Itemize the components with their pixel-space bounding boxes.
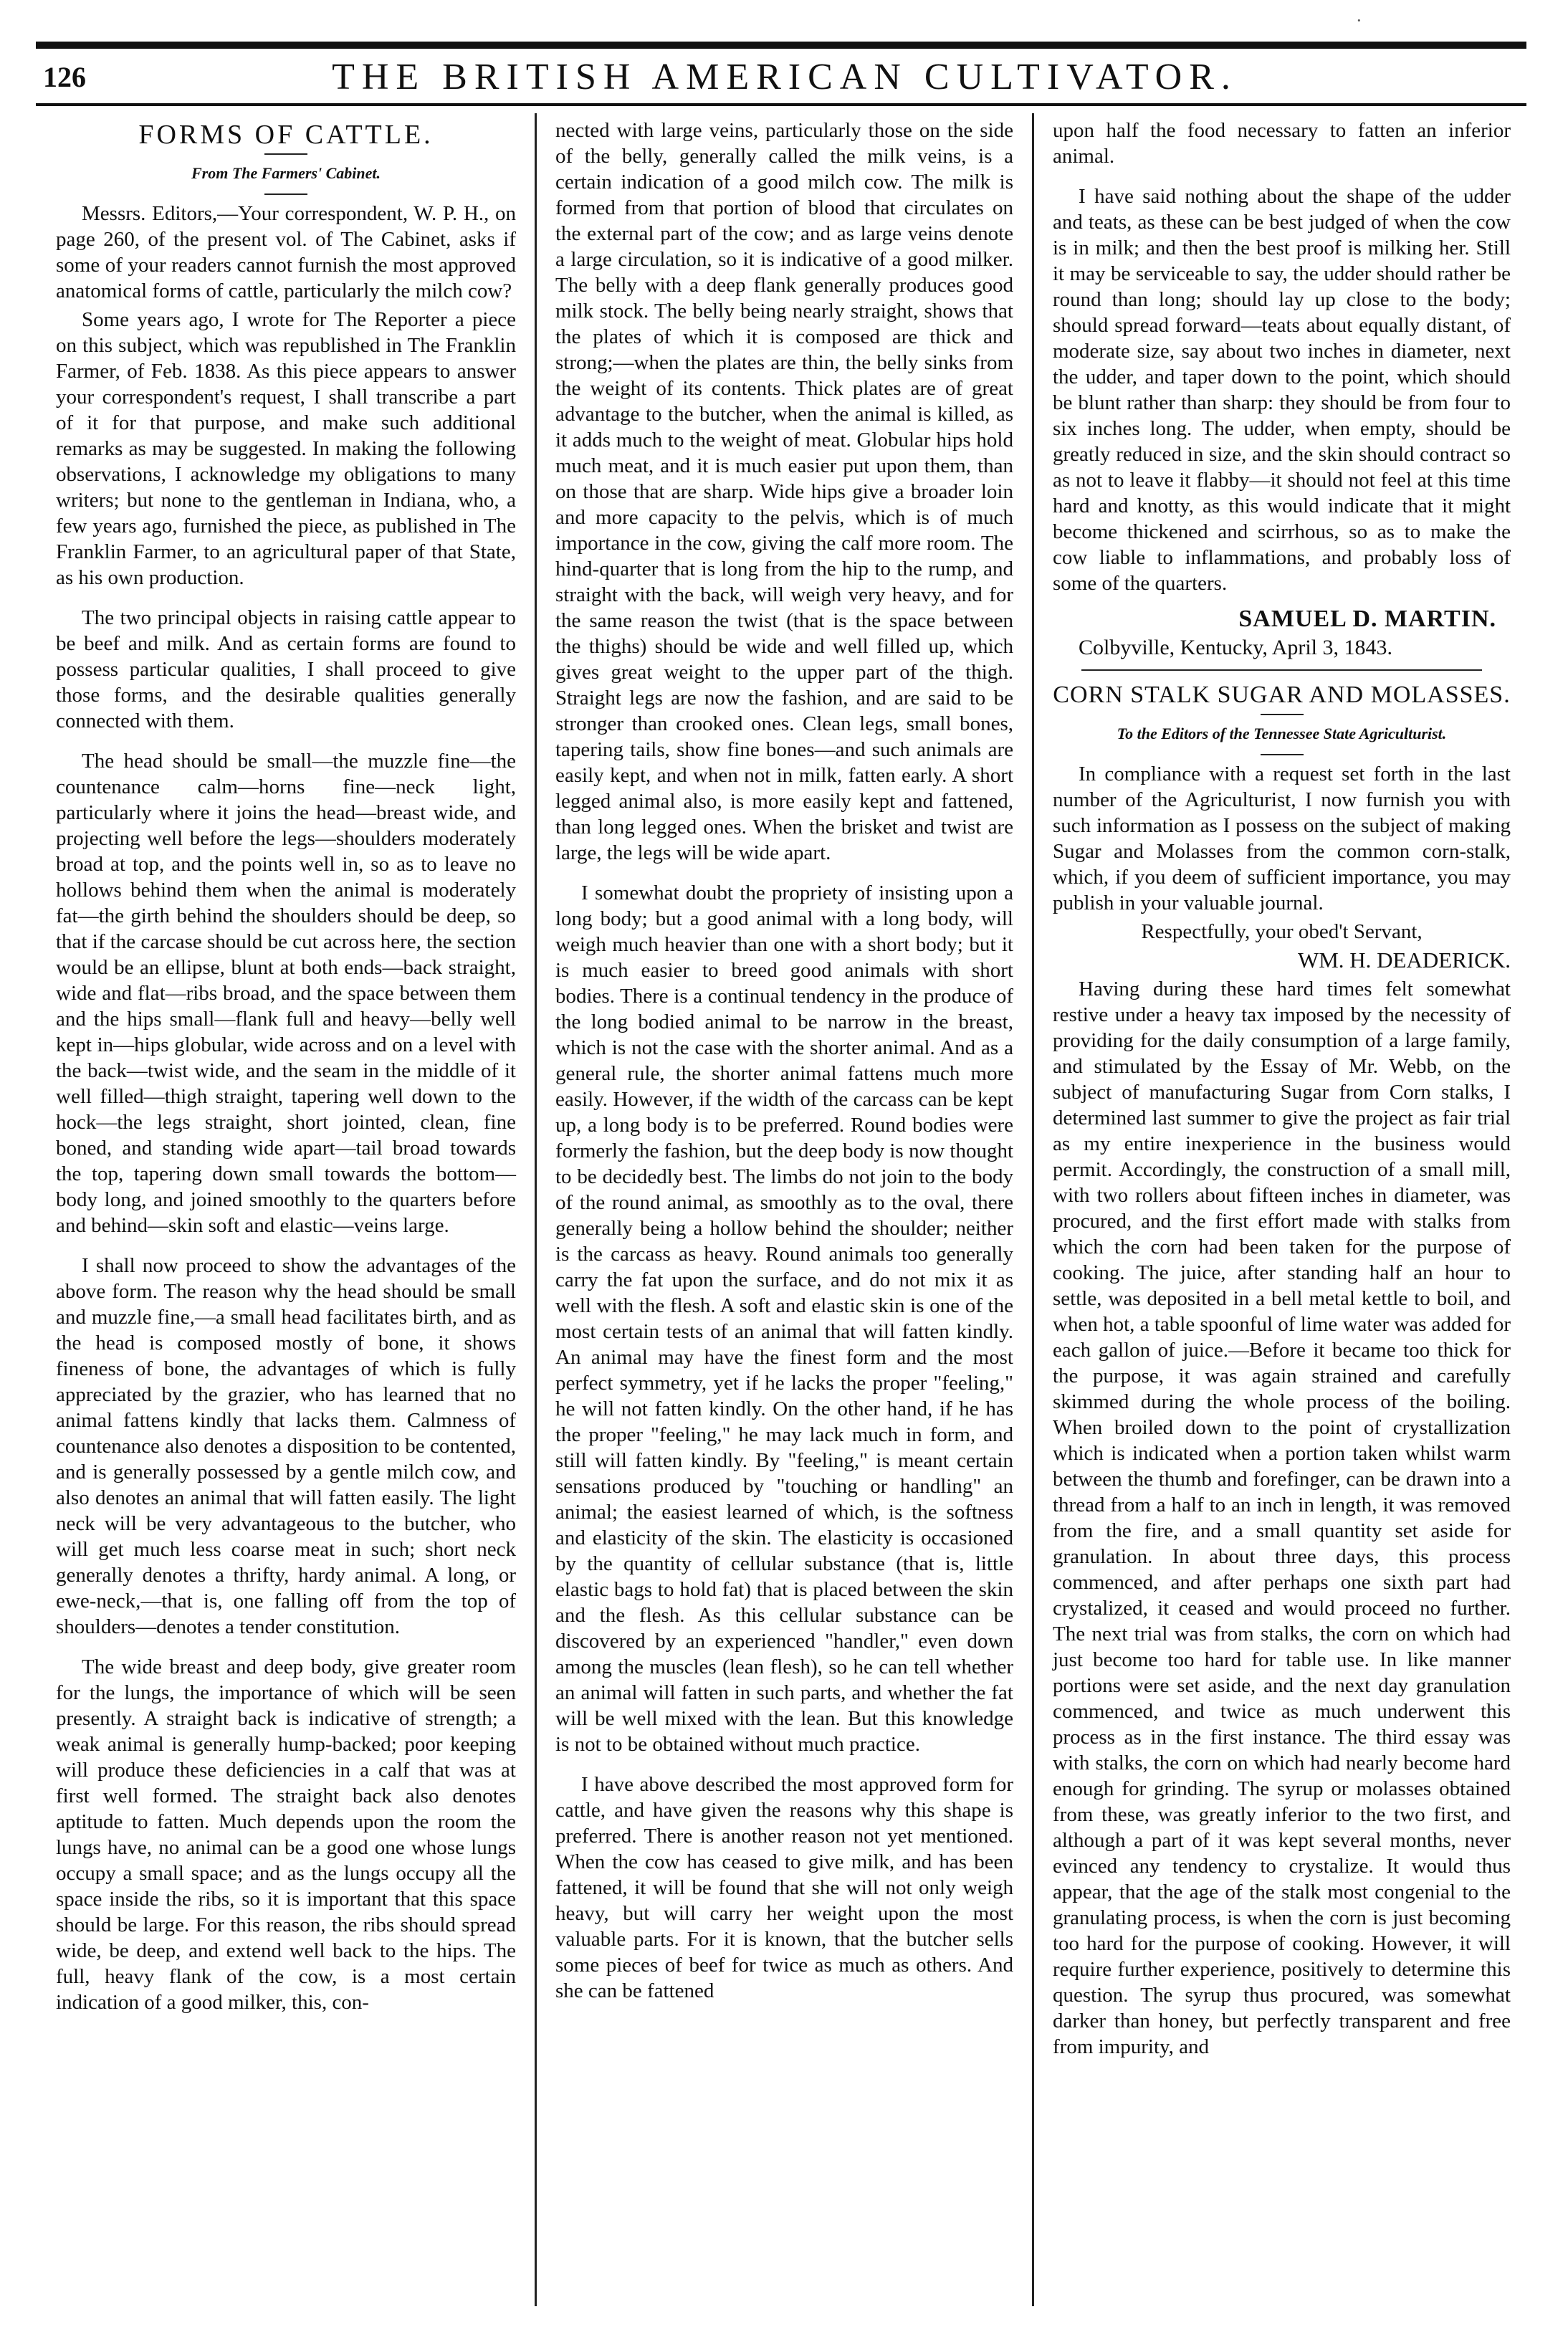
- paragraph: The wide breast and deep body, give greater room for the lungs, the importance of which will be seen presently. A straight back is indicative of strength; a weak animal is generally hump-backed; poor keeping will produce these deficiencies in a calf that was at first well formed. The straight back also denotes aptitude to fatten. Much depends upon the room the lungs have, no animal can be a good one whose lungs occupy a small space; and as the lungs occupy all the space inside the ribs, so it is important that this space should be large. For this reason, the ribs should spread wide, be deep, and extend well back to the hips. The full, heavy flank of the cow, is a most certain indication of a good milker, this, con-: [56, 1655, 516, 2014]
- text-columns: [37, 113, 1529, 2306]
- closing-salutation: Respectfully, your obed't Servant,: [1141, 920, 1423, 943]
- column-1: [37, 113, 535, 2306]
- signature-martin: SAMUEL D. MARTIN.: [1238, 606, 1496, 632]
- paragraph: I have above described the most approved form for cattle, and have given the reasons why this shape is preferred. There is another reason not yet mentioned. When the cow has ceased to give milk, and has been fattened, it will be found that she will not only weigh heavy, but will carry her weight upon the most valuable parts. For it is known, that the butcher sells some pieces of beef for twice as much as others. And she can be fattened: [555, 1773, 1013, 2002]
- paragraph: upon half the food necessary to fatten an inferior animal.: [1053, 119, 1511, 168]
- paragraph: The two principal objects in raising cattle appear to be beef and milk. And as certain forms are found to possess particular qualities, I shall proceed to give those forms, and the desirable qualities generally connected with them.: [56, 606, 516, 732]
- article-source: To the Editors of the Tennessee State Agriculturist.: [1117, 725, 1447, 742]
- source-rule: [1261, 754, 1304, 755]
- paragraph: I shall now proceed to show the advantages of the above form. The reason why the head should be small and muzzle fine,—a small head facilitates birth, and as the head is composed mostly of bone, it shows fineness of bone, the advantages of which is fully appreciated by the grazier, who has learned that no animal fattens kindly that lacks them. Calmness of countenance also denotes a disposition to be contented, and is generally possessed by a gentle milch cow, and also denotes an animal that will fatten easily. The light neck will be very advantageous to the butcher, who will get much less coarse meat in such; short neck generally denotes a thrifty, hardy animal. A long, or ewe-neck,—that is, one falling off from the top of shoulders—denotes a tender constitution.: [56, 1254, 516, 1638]
- article-title-corn-stalk: CORN STALK SUGAR AND MOLASSES.: [1053, 682, 1511, 708]
- paragraph: The head should be small—the muzzle fine—the countenance calm—horns fine—neck light, particularly where it joins the head—breast wide, and projecting well before the legs—shoulders moderately broad at top, and the points well in, so as to leave no hollows behind them when the animal is moderately fat—the girth behind the shoulders should be deep, so that if the carcase should be cut across here, the section would be an ellipse, blunt at both ends—back straight, wide and flat—ribs broad, and the space between them and the hips small—flank full and heavy—belly well kept in—hips globular, wide across and on a level with the back—twist wide, and the seam in the middle of it well filled—thigh straight, tapering well down to the hock—the legs straight, short jointed, clean, fine boned, and standing wide apart—tail broad towards the top, tapering down small towards the bottom—body long, and joined smoothly to the quarters before and behind—skin soft and elastic—veins large.: [56, 750, 516, 1237]
- article-source: From The Farmers' Cabinet.: [191, 164, 381, 182]
- page-number: 126: [43, 60, 86, 93]
- print-speck: ·: [1356, 10, 1362, 31]
- signature-deaderick: WM. H. DEADERICK.: [1297, 947, 1511, 973]
- paragraph: Messrs. Editors,—Your correspondent, W. P. H., on page 260, of the present vol. of The Cabinet, asks if some of your readers cannot furnish the most approved anatomical forms of cattle, particularly the milch cow?: [56, 202, 516, 302]
- source-rule: [264, 193, 307, 195]
- column-3: [1032, 113, 1529, 2306]
- paragraph: I somewhat doubt the propriety of insisting upon a long body; but a good animal with a long body, will weigh much heavier than one with a short body; but it is much easier to breed good animals with short bodies. There is a continual tendency in the produce of the long bodied animal to be narrow in the breast, which is not the case with the shorter animal. And as a general rule, the shorter animal fattens much more easily. However, if the width of the carcass can be kept up, a long body is to be preferred. Round bodies were formerly the fashion, but the deep body is now thought to be decidedly best. The limbs do not join to the body of the round animal, as smoothly as to the oval, there generally being a hollow behind the shoulder; neither is the carcass as heavy. Round animals too generally carry the fat upon the surface, and do not mix it as well with the flesh. A soft and elastic skin is one of the most certain tests of an animal that will fatten kindly. An animal may have the finest form and the most perfect symmetry, yet if he lacks the proper "feeling," he will not fatten kindly. On the other hand, if he has the proper "feeling," he may lack much in form, and still will fatten kindly. By "feeling," is meant certain sensations produced by "touching or handling" an animal; the easiest learned of which, is the softness and elasticity of the skin. The elasticity is occasioned by the quantity of cellular substance (that is, little elastic bags to hold fat) that is placed between the skin and the flesh. As this cellular substance can be discovered by an experienced "handler," even down among the muscles (lean flesh), so he can tell whether an animal will fatten in such parts, and whether the fat will be well mixed with the lean. But this knowledge is not to be obtained without much practice.: [555, 881, 1013, 1756]
- paragraph: In compliance with a request set forth in the last number of the Agriculturist, I now furnish you with such information as I possess on the subject of making Sugar and Molasses from the common corn-stalk, which, if you deem of sufficient importance, you may publish in your valuable journal.: [1053, 763, 1511, 914]
- masthead-rule-bottom: [36, 103, 1526, 106]
- paragraph: I have said nothing about the shape of the udder and teats, as these can be best judged of when the cow is in milk; and then the best proof is milking her. Still it may be serviceable to say, the udder should rather be round than long; should lay up close to the body; should spread forward—teats about equally distant, of moderate size, say about two inches in diameter, next the udder, and taper down to the point, which should be blunt rather than sharp: they should be from four to six inches long. The udder, when empty, should be greatly reduced in size, and the skin should contract so as not to leave it flabby—it should not feel at this time hard and knotty, as this would indicate that it might become thickened and scirrhous, so as to make the cow liable to inflammations, and probably loss of some of the quarters.: [1053, 185, 1511, 595]
- signature-place: Colbyville, Kentucky, April 3, 1843.: [1079, 636, 1393, 659]
- paragraph: nected with large veins, particularly those on the side of the belly, generally called the milk veins, is a certain indication of a good milch cow. The milk is formed from that portion of blood that circulates on the external part of the cow; and as large veins denote a large circulation, so it is indicative of a good milker. The belly with a deep flank generally produces good milk stock. The belly being nearly straight, shows that the plates of which it is composed are thick and strong;—when the plates are thin, the belly sinks from the weight of its contents. Thick plates are of great advantage to the butcher, when the animal is killed, as it adds much to the weight of meat. Globular hips hold much meat, and it is much easier put upon them, than on those that are sharp. Wide hips give a broader loin and more capacity to the pelvis, which is of much importance in the cow, giving the calf more room. The hind-quarter that is long from the hip to the rump, and straight with the back, will weigh very heavy, and for the same reason the twist (that is the space between the thighs) should be wide and well filled up, which gives great weight to the upper part of the thigh. Straight legs are now the fashion, and are said to be stronger than crooked ones. Clean legs, small bones, tapering tails, show fine bones—and such animals are easily kept, and when not in milk, fatten early. A short legged animal also, is more easily kept and fattened, than long legged ones. When the brisket and twist are large, the legs will be wide apart.: [555, 119, 1013, 864]
- article-title-forms-of-cattle: FORMS OF CATTLE.: [138, 120, 434, 150]
- article-divider: [1081, 669, 1482, 671]
- page-header: [43, 52, 1526, 102]
- title-rule: [1261, 714, 1304, 715]
- paragraph: Having during these hard times felt somewhat restive under a heavy tax imposed by the necessity of providing for the daily consumption of a large family, and stimulated by the Essay of Mr. Webb, on the subject of manufacturing Sugar from Corn stalks, I determined last summer to give the project as fair trial as my entire inexperience in the business would permit. Accordingly, the construction of a small mill, with two rollers about fifteen inches in diameter, was procured, and the first effort made with stalks from which the corn had been taken for the purpose of cooking. The juice, after standing half an hour to settle, was deposited in a bell metal kettle to boil, and when hot, a table spoonful of lime water was added for each gallon of juice.—Before it became too thick for the purpose, it was again strained and carefully skimmed during the whole process of the boiling. When broiled down to the point of crystallization which is indicated when a portion taken whilst warm between the thumb and forefinger, can be drawn into a thread from a half to an inch in length, it was removed from the fire, and a small quantity set aside for granulation. In about three days, this process commenced, and after perhaps one sixth part had crystalized, it ceased and would proceed no further. The next trial was from stalks, the corn on which had just become too hard for table use. In like manner portions were set aside, and the next day granulation commenced, and twice as much underwent this process as in the first instance. The third essay was with stalks, the corn on which had nearly become hard enough for grinding. The syrup or molasses obtained from these, was greatly inferior to the two first, and although a part of it was kept several months, never evinced any tendency to crystalize. It would thus appear, that the age of the stalk most congenial to the granulating process, is when the corn is just becoming too hard for the purpose of cooking. However, it will require further experience, positively to determine this question. The syrup thus procured, was somewhat darker than honey, but perfectly transparent and free from impurity, and: [1053, 978, 1511, 2058]
- title-rule: [264, 153, 307, 155]
- masthead-rule-top: [36, 42, 1526, 49]
- paragraph: Some years ago, I wrote for The Reporter a piece on this subject, which was republished in The Franklin Farmer, of Feb. 1838. As this piece appears to answer your correspondent's request, I shall transcribe a part of it for that purpose, and make such additional remarks as may be suggested. In making the following observations, I acknowledge my obligations to many writers; but none to the gentleman in Indiana, who, a few years ago, furnished the piece, as published in The Franklin Farmer, to an agricultural paper of that State, as his own production.: [56, 308, 516, 589]
- column-2: [535, 113, 1032, 2306]
- masthead-title: THE BRITISH AMERICAN CULTIVATOR.: [332, 56, 1238, 97]
